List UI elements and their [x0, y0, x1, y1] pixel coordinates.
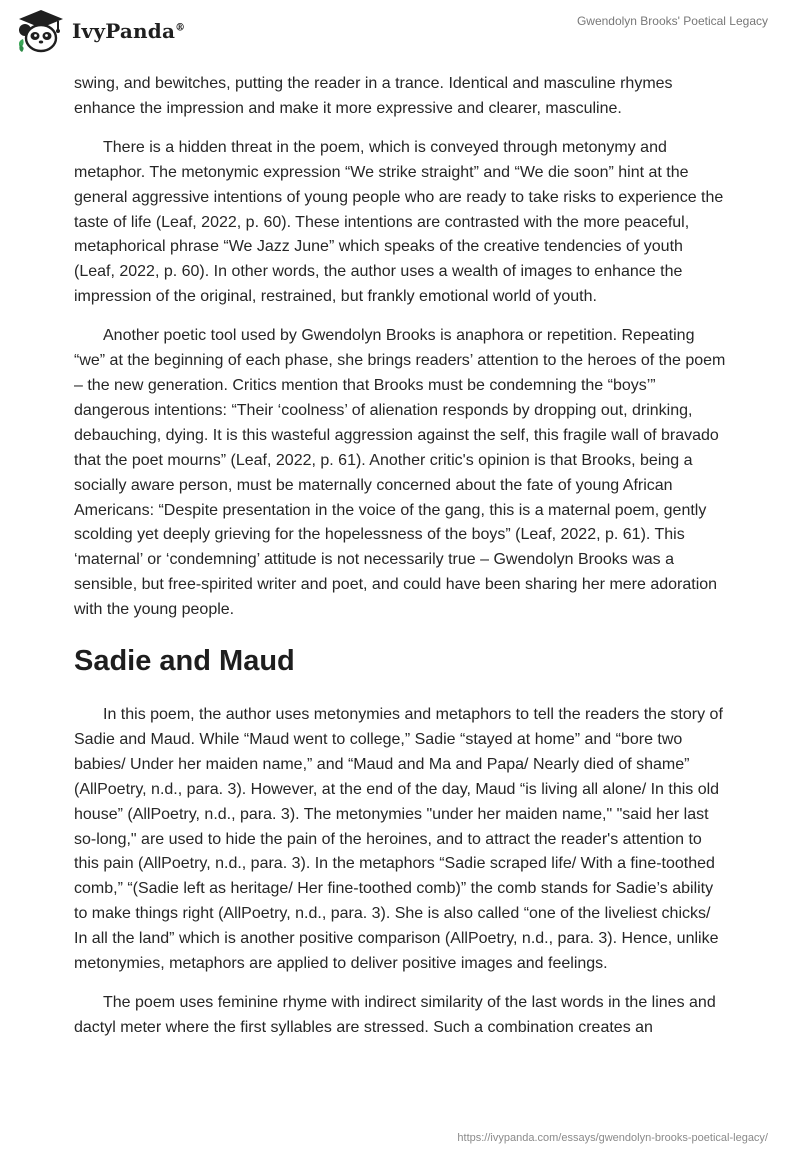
document-title: Gwendolyn Brooks' Poetical Legacy: [576, 14, 768, 28]
logo-wordmark: IvyPanda®: [72, 19, 186, 43]
ivypanda-logo[interactable]: [16, 8, 185, 54]
panda-graduation-cap-icon: [16, 8, 66, 54]
paragraph-anaphora: Another poetic tool used by Gwendolyn Brooks is anaphora or repetition. Repeating “we” at the beginning of each phase, she brings readers’ attention to the heroes of the poem – the new generation. Critics mention that Brooks must be condemning the “boys’” dangerous intentions: “Their ‘coolness’ of alienation responds by dropping out, drinking, debauching, dying. It is this wasteful aggression against the self, this fragile wall of bravado that the poet mourns” (Leaf, 2022, p. 61). Another critic's opinion is that Brooks, being a socially aware person, must be maternally concerned about the fate of young African Americans: “Despite presentation in the voice of the gang, this is a maternal poem, gently scolding yet deeply grieving for the hopelessness of the boys” (Leaf, 2022, p. 61). This ‘maternal’ or ‘condemning’ attitude is not necessarily true – Gwendolyn Brooks was a sensible, but free-spirited writer and poet, and could have been sharing her mere adoration with the young people.: [74, 327, 726, 619]
paragraph-sadie-maud: In this poem, the author uses metonymies and metaphors to tell the readers the story of Sadie and Maud. While “Maud went to college,” Sadie “stayed at home” and “bore two babies/ Under her maiden name,” and “Maud and Ma and Papa/ Nearly died of shame” (AllPoetry, n.d., para. 3). However, at the end of the day, Maud “is living all alone/ In this old house” (AllPoetry, n.d., para. 3). The metonymies "under her maiden name," "said her last so-long," are used to hide the pain of the heroines, and to attract the reader's attention to this pain (AllPoetry, n.d., para. 3). In the metaphors “Sadie scraped life/ With a fine-toothed comb,” “(Sadie left as heritage/ Her fine-toothed comb)” the comb stands for Sadie’s ability to make things right (AllPoetry, n.d., para. 3). She is also called “one of the liveliest chicks/ In all the land” which is another positive comparison (AllPoetry, n.d., para. 3). Hence, unlike metonymies, metaphors are applied to deliver positive images and feelings.: [74, 706, 723, 973]
registered-mark: ®: [175, 22, 186, 34]
source-url[interactable]: https://ivypanda.com/essays/gwendolyn-brooks-poetical-legacy/: [457, 1132, 768, 1144]
paragraph-metonymy: There is a hidden threat in the poem, which is conveyed through metonymy and metaphor. The metonymic expression “We strike straight” and “We die soon” hint at the general aggressive intentions of young people who are ready to take risks to experience the taste of life (Leaf, 2022, p. 60). These intentions are contrasted with the more peaceful, metaphorical phrase “We Jazz June” which speaks of the creative tendencies of youth (Leaf, 2022, p. 60). In other words, the author uses a wealth of images to enhance the impression of the original, restrained, but frankly emotional world of youth.: [74, 138, 724, 306]
paragraph-continued: swing, and bewitches, putting the reader in a trance. Identical and masculine rhymes enhance the impression and make it more expressive and clearer, masculine.: [74, 75, 673, 117]
essay-body: [74, 72, 726, 1055]
paragraph-rhyme: The poem uses feminine rhyme with indirect similarity of the last words in the lines and dactyl meter where the first syllables are stressed. Such a combination creates an: [74, 994, 716, 1036]
page-header: [0, 0, 800, 66]
section-heading: Sadie and Maud: [74, 645, 295, 678]
